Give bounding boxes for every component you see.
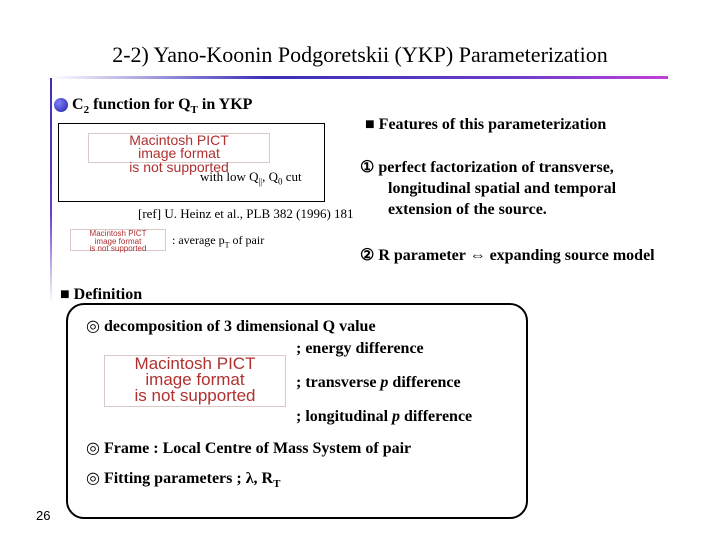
left-vertical-rule — [50, 78, 52, 304]
feature-item-r-parameter: ② R parameter ⇔ expanding source model — [360, 247, 655, 264]
unsupported-image-placeholder-definition: Macintosh PICT image format is not supported — [104, 355, 286, 407]
transverse-difference-label: ; transverse p difference — [296, 374, 461, 391]
title-underline — [50, 76, 668, 79]
definition-heading: ■ Definition — [60, 286, 143, 303]
unsupported-image-placeholder-small: Macintosh PICT image format is not supported — [70, 229, 166, 251]
sphere-bullet-icon — [54, 98, 68, 112]
energy-difference-label: ; energy difference — [296, 340, 424, 357]
frame-item: ◎ Frame : Local Centre of Mass System of pair — [86, 440, 412, 457]
features-heading: ■ Features of this parameterization — [365, 116, 607, 133]
feature-item-factorization: ① perfect factorization of transverse, longitudinal spatial and temporal extension of the source. — [360, 159, 617, 218]
fitting-parameters-item: ◎ Fitting parameters ; λ, $R_T$ — [86, 470, 281, 491]
page-number: 26 — [36, 508, 51, 523]
unsupported-image-placeholder: Macintosh PICT image format is not supported — [88, 133, 270, 163]
reference-citation: [ref] U. Heinz et al., PLB 382 (1996) 181 — [138, 206, 354, 221]
c2-heading: $C_2$ function for $Q_T$ in YKP — [72, 96, 253, 117]
decomposition-item: ◎ decomposition of 3 dimensional Q value — [86, 318, 376, 335]
cut-caption: with low $Q_{||}$, $Q_0$ cut — [200, 169, 302, 187]
average-pt-caption: : average $p_T$ of pair — [172, 233, 265, 250]
slide-title: 2-2) Yano-Koonin Podgoretskii (YKP) Parameterization — [112, 42, 608, 67]
longitudinal-difference-label: ; longitudinal p difference — [296, 408, 473, 425]
